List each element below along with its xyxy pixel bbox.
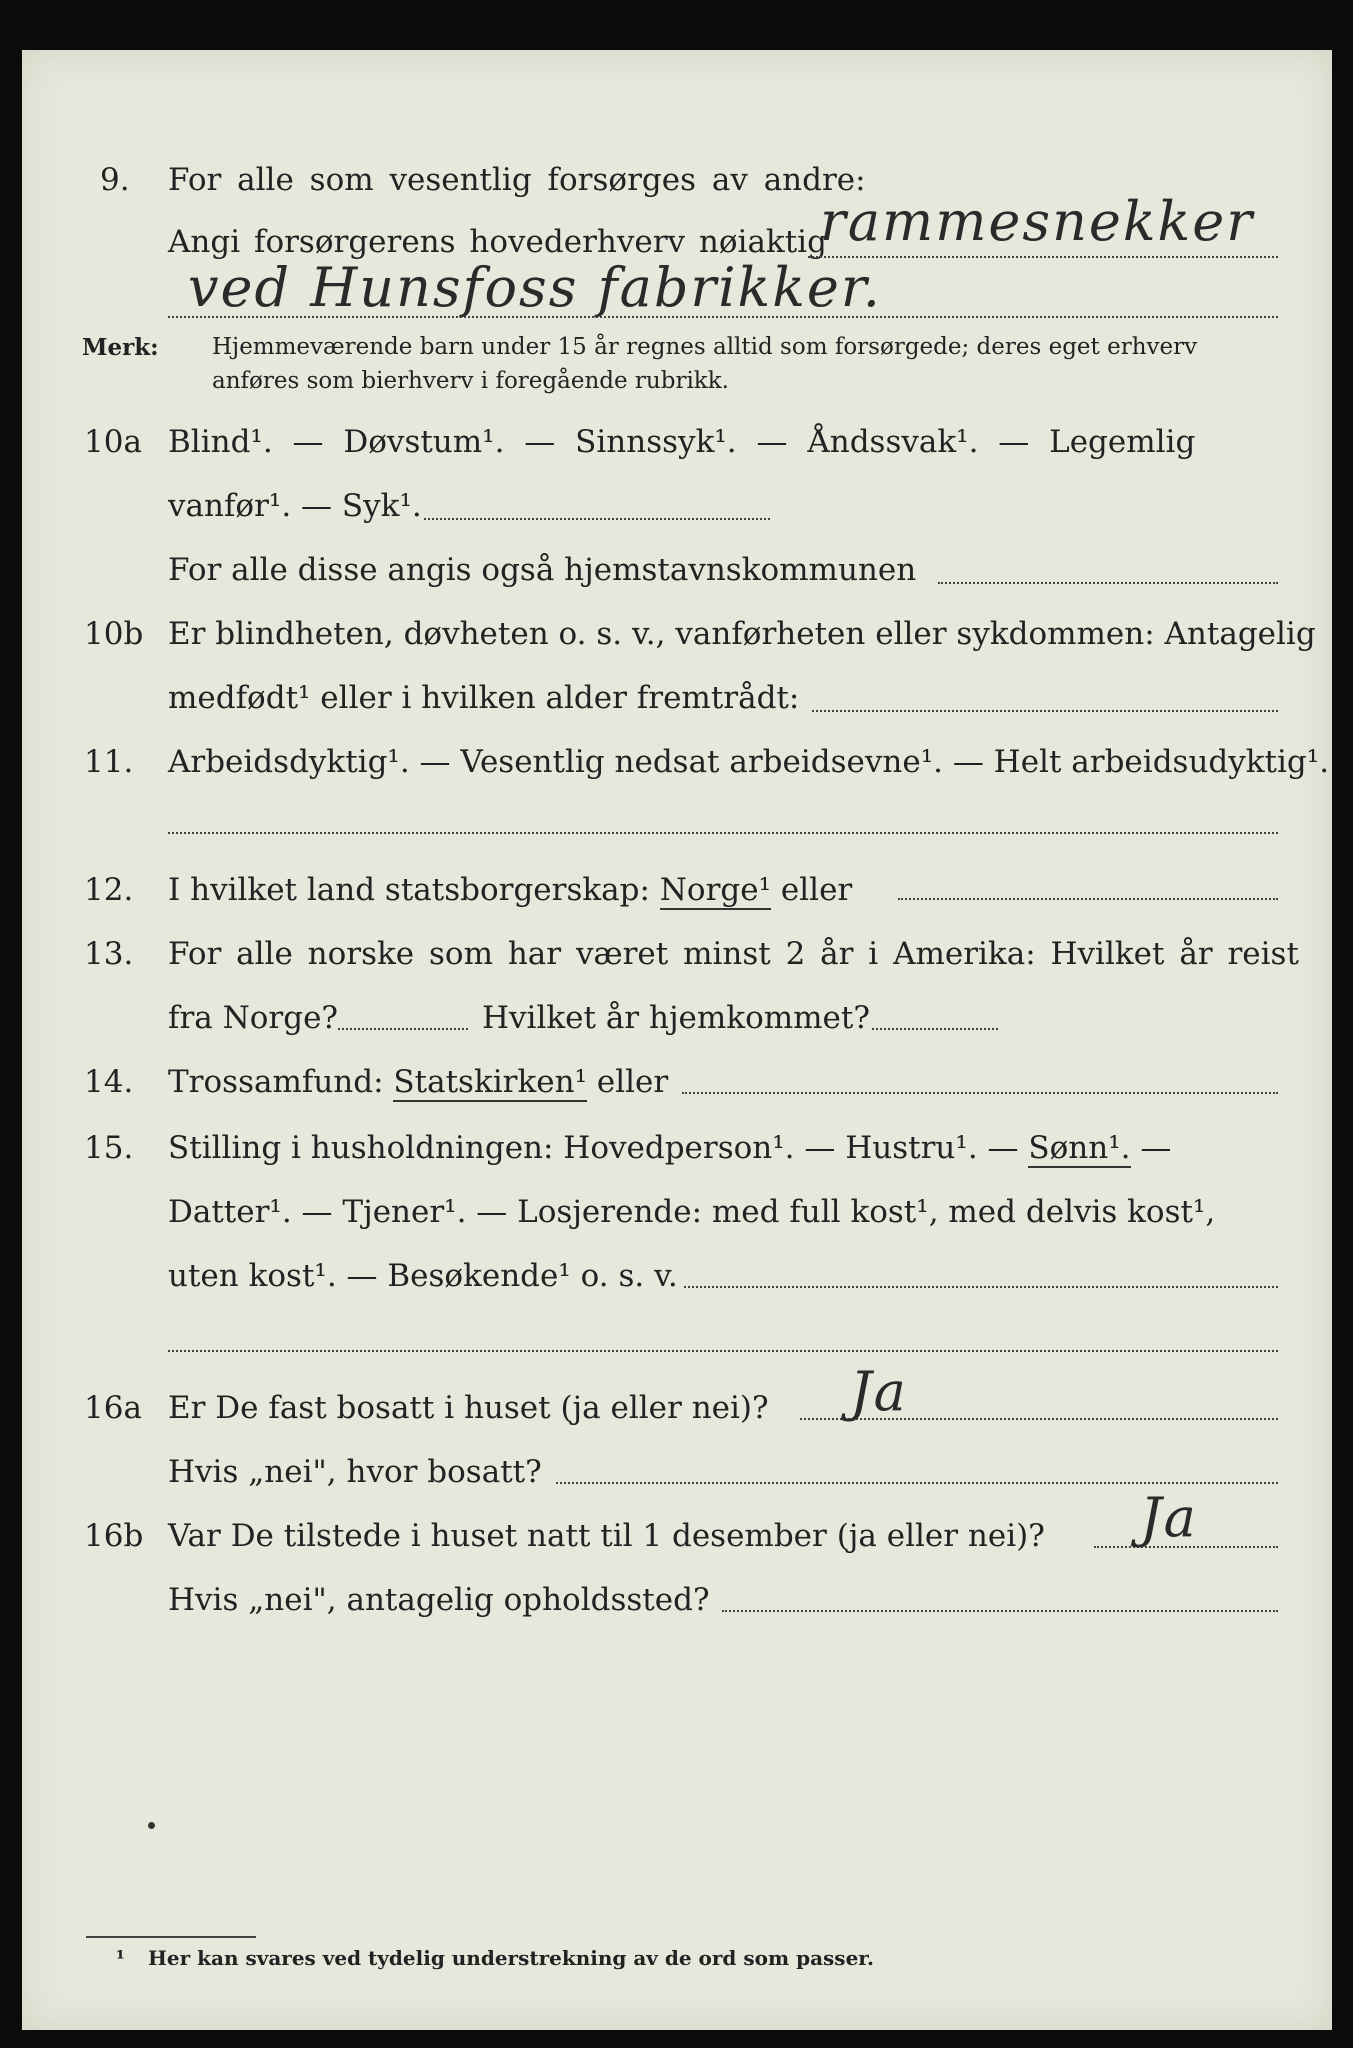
- footnote-text: Her kan svares ved tydelig understrekning av de ord som passer.: [148, 1946, 874, 1970]
- q15-line1-prefix: Stilling i husholdningen: Hovedperson¹. — Hustru¹. —: [168, 1130, 1019, 1166]
- q15-line1-underlined: Sønn¹.: [1028, 1130, 1131, 1166]
- q14-prefix: Trossamfund:: [168, 1064, 384, 1100]
- q16b-number: 16b: [84, 1518, 144, 1554]
- q12-line: [168, 872, 852, 908]
- q9-line2: Angi forsørgerens hovederhverv nøiaktig: [168, 224, 827, 260]
- note-line1: Hjemmeværende barn under 15 år regnes alltid som forsørgede; deres eget erhverv: [212, 334, 1198, 360]
- q15-line2: Datter¹. — Tjener¹. — Losjerende: med full kost¹, med delvis kost¹,: [168, 1194, 1216, 1230]
- q12-prefix: I hvilket land statsborgerskap:: [168, 872, 650, 908]
- q11-number: 11.: [84, 744, 134, 780]
- q15-line1: [168, 1130, 1171, 1166]
- q10b-line1: Er blindheten, døvheten o. s. v., vanførheten eller sykdommen: Antagelig: [168, 616, 1316, 652]
- q9-answer-part1: rammesnekker: [820, 190, 1255, 253]
- footnote-rule: [86, 1936, 256, 1938]
- q13-line2a: fra Norge?: [168, 1000, 339, 1036]
- q10b-line2: medfødt¹ eller i hvilken alder fremtrådt:: [168, 680, 800, 716]
- q12-number: 12.: [84, 872, 134, 908]
- q15-line3: uten kost¹. — Besøkende¹ o. s. v.: [168, 1258, 678, 1294]
- q14-underlined: Statskirken¹: [393, 1064, 587, 1100]
- q11-line1: Arbeidsdyktig¹. — Vesentlig nedsat arbeidsevne¹. — Helt arbeidsudyktig¹.: [168, 744, 1330, 780]
- q15-line1-suffix: —: [1140, 1130, 1172, 1166]
- q16b-answer: Ja: [1140, 1486, 1198, 1549]
- q10b-number: 10b: [84, 616, 144, 652]
- q13-line2b: Hvilket år hjemkommet?: [482, 1000, 870, 1036]
- q10a-line1: Blind¹. — Døvstum¹. — Sinnssyk¹. — Åndssvak¹. — Legemlig: [168, 424, 1196, 460]
- q14-suffix: eller: [596, 1064, 669, 1100]
- q9-line1: For alle som vesentlig forsørges av andre:: [168, 162, 866, 198]
- q16a-answer: Ja: [850, 1360, 908, 1423]
- q10a-number: 10a: [84, 424, 142, 460]
- q13-number: 13.: [84, 936, 134, 972]
- q12-suffix: eller: [780, 872, 853, 908]
- ink-dot: [148, 1822, 155, 1829]
- q16a-number: 16a: [84, 1390, 142, 1426]
- q14-line: [168, 1064, 668, 1100]
- q12-underlined: Norge¹: [659, 872, 772, 908]
- q10a-line3: For alle disse angis også hjemstavnskommunen: [168, 552, 917, 588]
- q9-number: 9.: [100, 162, 130, 198]
- q15-number: 15.: [84, 1130, 134, 1166]
- footnote-mark: ¹: [116, 1946, 125, 1970]
- q16b-line1: Var De tilstede i huset natt til 1 desember (ja eller nei)?: [168, 1518, 1045, 1554]
- q16a-line1: Er De fast bosatt i huset (ja eller nei)?: [168, 1390, 769, 1426]
- q10a-line2: vanfør¹. — Syk¹.: [168, 488, 422, 524]
- q14-number: 14.: [84, 1064, 134, 1100]
- note-label: Merk:: [82, 334, 159, 361]
- note-line2: anføres som bierhverv i foregående rubrikk.: [212, 368, 729, 394]
- q16b-line2: Hvis „nei", antagelig opholdssted?: [168, 1582, 710, 1618]
- q16a-line2: Hvis „nei", hvor bosatt?: [168, 1454, 542, 1490]
- q9-answer-part2: ved Hunsfoss fabrikker.: [188, 256, 882, 319]
- q13-line1: For alle norske som har været minst 2 år i Amerika: Hvilket år reist: [168, 936, 1299, 972]
